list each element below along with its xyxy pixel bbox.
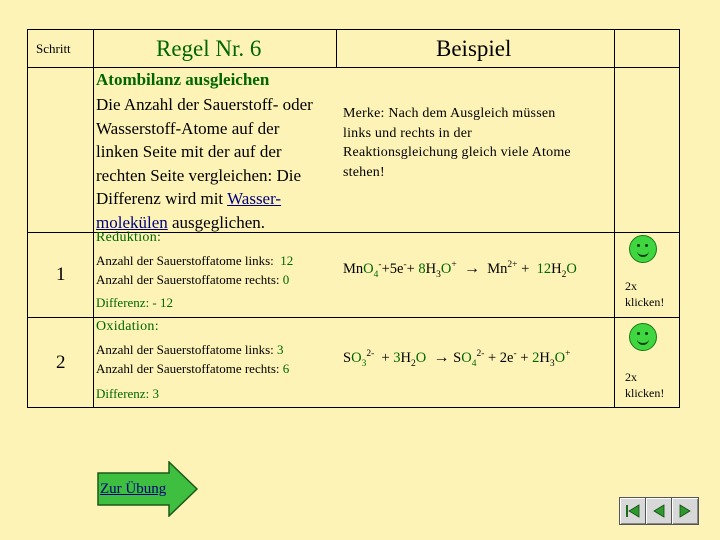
eye [645, 244, 648, 247]
rule-line: linken Seite mit der auf der [96, 142, 282, 161]
count-value: 12 [280, 253, 294, 268]
header-rule: Regel Nr. 6 [156, 36, 262, 61]
row-number: 2 [56, 352, 66, 373]
row-number: 1 [56, 264, 66, 285]
oxidation-counts [96, 340, 289, 378]
header-example: Beispiel [436, 36, 512, 61]
table-border-header [27, 67, 680, 68]
glossary-link[interactable]: Wasser- [227, 189, 282, 208]
count-left [96, 340, 289, 359]
diff-label: Differenz: - [96, 295, 157, 310]
previous-slide-icon [650, 502, 668, 520]
count-label: Anzahl der Sauerstoffatome links: [96, 253, 274, 268]
reduction-equation: $MnO_4^-+5e^-+ 8H_3O^+ \to Mn^{2+} + 12H_2O$ [343, 260, 577, 280]
hint-line: 2x [625, 370, 637, 384]
table-border-right [679, 29, 680, 408]
rule-text: ausgeglichen. [167, 212, 266, 232]
reduction-counts [96, 251, 293, 289]
smiley-icon[interactable] [629, 323, 657, 351]
reduction-title: Reduktion: [96, 230, 162, 245]
exercise-button[interactable] [97, 461, 199, 517]
glossary-link-continued[interactable]: molekülen [96, 212, 168, 232]
eye [637, 332, 640, 335]
count-value: 6 [282, 361, 290, 376]
oxidation-title: Oxidation: [96, 319, 159, 334]
count-value: 0 [282, 272, 290, 287]
table-border-col3 [614, 29, 615, 408]
table-border-bottom [27, 407, 680, 408]
eye [637, 244, 640, 247]
oxidation-difference [96, 386, 159, 402]
count-left [96, 251, 293, 270]
next-slide-icon [676, 502, 694, 520]
rule-description [96, 93, 341, 234]
reduction-difference [96, 295, 173, 311]
table-border-col2 [336, 29, 337, 68]
note-text [343, 104, 571, 182]
note-line: Merke: Nach dem Ausgleich müssen [343, 106, 556, 121]
reduction-hint [625, 278, 664, 310]
rule-title: Atombilanz ausgleichen [96, 70, 270, 89]
smiley-icon[interactable] [629, 235, 657, 263]
count-right [96, 270, 293, 289]
mouth [637, 336, 649, 345]
note-line: Reaktionsgleichung gleich viele Atome [343, 145, 571, 160]
oxidation-hint [625, 369, 664, 401]
count-value: 3 [277, 342, 284, 357]
next-slide-button[interactable] [671, 497, 699, 525]
count-label: Anzahl der Sauerstoffatome rechts: [96, 361, 280, 376]
rule-line: rechten Seite vergleichen: Die [96, 165, 302, 185]
table-border-left [27, 29, 28, 408]
hint-line: klicken! [625, 386, 665, 400]
diff-value: 12 [160, 295, 174, 310]
rule-text: Differenz wird mit [96, 189, 228, 208]
rule-line: Wasserstoff-Atome auf der [96, 118, 280, 138]
exercise-button-label: Zur Übung [100, 481, 167, 497]
note-line: links und rechts in der [343, 125, 473, 141]
diff-label: Differenz: [96, 386, 150, 401]
oxidation-equation: $SO_3^{2-} + 3H_2O \to SO_4^{2-} + 2e^- + 2H_3O^+$ [343, 349, 571, 369]
previous-slide-button[interactable] [645, 497, 673, 525]
count-label: Anzahl der Sauerstoffatome links: [96, 342, 274, 357]
first-slide-button[interactable] [619, 497, 647, 525]
table-border-row2 [27, 317, 680, 318]
mouth [637, 248, 649, 257]
rule-line [96, 187, 341, 211]
count-right [96, 359, 289, 378]
table-border-top [27, 29, 680, 30]
table-border-col1 [93, 29, 94, 408]
first-slide-icon [624, 502, 642, 520]
hint-line: klicken! [625, 295, 665, 309]
hint-line: 2x [625, 279, 637, 293]
header-schritt: Schritt [36, 41, 71, 56]
rule-line: Die Anzahl der Sauerstoff- oder [96, 95, 313, 114]
eye [645, 332, 648, 335]
note-line: stehen! [343, 164, 385, 180]
diff-value: 3 [152, 386, 159, 401]
count-label: Anzahl der Sauerstoffatome rechts: [96, 272, 280, 287]
